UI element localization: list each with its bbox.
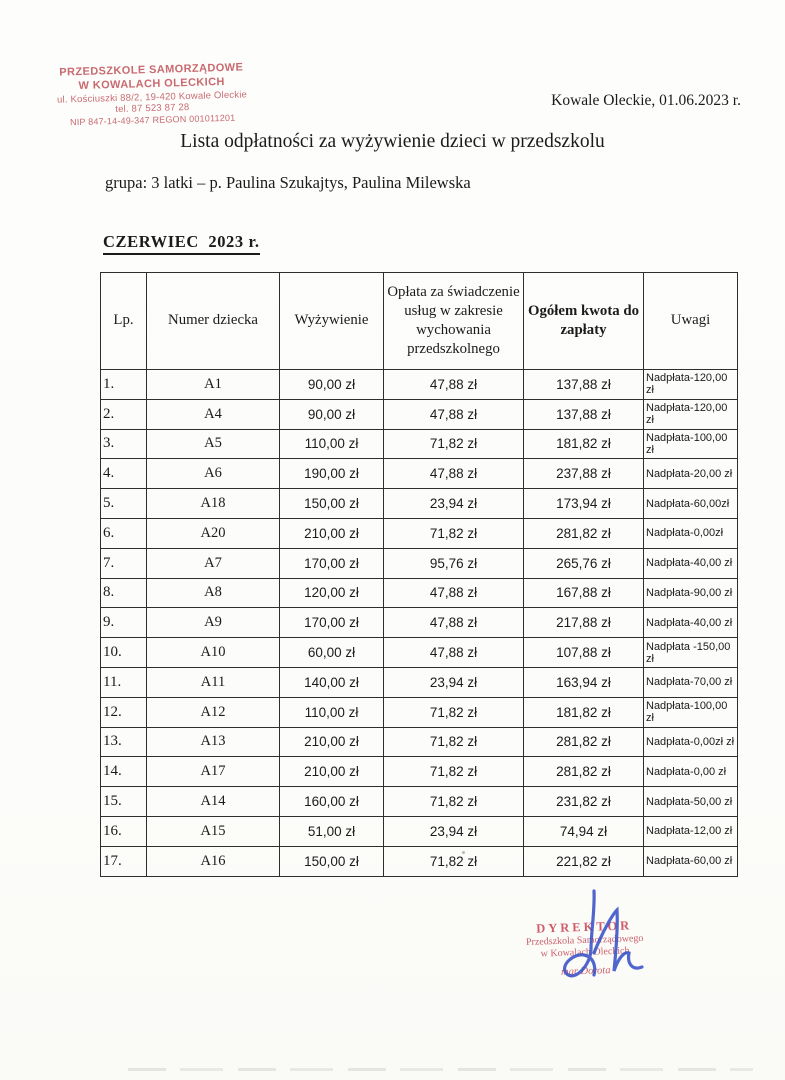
table-row [101,370,738,400]
header-row [101,273,738,370]
fees-table [100,272,738,877]
meals-amount-cell: 160,00 zł [280,787,384,817]
row-index-cell: 12. [101,697,147,727]
meals-amount-cell: 90,00 zł [280,370,384,400]
row-index-cell: 6. [101,518,147,548]
service-fee-cell: 71,82 zł [384,727,524,757]
child-number-cell: A8 [147,578,280,608]
meals-amount-cell: 190,00 zł [280,459,384,489]
meals-amount-cell: 51,00 zł [280,816,384,846]
row-index-cell: 17. [101,846,147,876]
child-number-cell: A9 [147,608,280,638]
table-row [101,548,738,578]
scan-speck [462,851,465,854]
table-row [101,638,738,668]
total-amount-cell: 74,94 zł [524,816,644,846]
director-stamp-line3: w Kowalach Oleckich [540,945,630,960]
director-stamp-line2: Przedszkola Samorządowego [525,932,644,949]
header-remarks: Uwagi [644,273,738,370]
school-stamp [51,61,253,129]
group-line: grupa: 3 latki – p. Paulina Szukajtys, Paulina Milewska [105,173,471,192]
service-fee-cell: 47,88 zł [384,638,524,668]
table-row [101,697,738,727]
table-row [101,816,738,846]
total-amount-cell: 217,88 zł [524,608,644,638]
header-meals: Wyżywienie [280,273,384,370]
total-amount-cell: 281,82 zł [524,518,644,548]
remarks-cell: Nadpłata-60,00zł [644,489,738,519]
remarks-cell: Nadpłata-90,00 zł [644,578,738,608]
remarks-cell: Nadpłata-60,00 zł [644,846,738,876]
meals-amount-cell: 210,00 zł [280,727,384,757]
total-amount-cell: 173,94 zł [524,489,644,519]
service-fee-cell: 71,82 zł [384,787,524,817]
table-row [101,399,738,429]
remarks-cell: Nadpłata-40,00 zł [644,548,738,578]
page-title: Lista odpłatności za wyżywienie dzieci w przedszkolu [180,131,605,152]
remarks-cell: Nadpłata-40,00 zł [644,608,738,638]
table-row [101,846,738,876]
remarks-cell: Nadpłata-100,00 zł [644,429,738,459]
row-index-cell: 14. [101,757,147,787]
remarks-cell: Nadpłata-0,00zł zł [644,727,738,757]
child-number-cell: A4 [147,399,280,429]
total-amount-cell: 137,88 zł [524,370,644,400]
remarks-cell: Nadpłata-120,00 zł [644,370,738,400]
remarks-cell: Nadpłata-50,00 zł [644,787,738,817]
total-amount-cell: 107,88 zł [524,638,644,668]
meals-amount-cell: 170,00 zł [280,548,384,578]
service-fee-cell: 47,88 zł [384,399,524,429]
meals-amount-cell: 210,00 zł [280,518,384,548]
meals-amount-cell: 150,00 zł [280,846,384,876]
row-index-cell: 2. [101,399,147,429]
director-stamp-title: DYREKTOR [535,918,633,936]
fees-table-header [101,273,738,370]
meals-amount-cell: 120,00 zł [280,578,384,608]
table-row [101,578,738,608]
service-fee-cell: 47,88 zł [384,608,524,638]
header-lp: Lp. [101,273,147,370]
remarks-cell: Nadpłata-100,00 zł [644,697,738,727]
child-number-cell: A10 [147,638,280,668]
table-row [101,787,738,817]
table-row [101,459,738,489]
month-heading: CZERWIEC 2023 r. [103,232,260,255]
remarks-cell: Nadpłata -150,00 zł [644,638,738,668]
handwritten-signature [550,883,650,993]
row-index-cell: 8. [101,578,147,608]
total-amount-cell: 281,82 zł [524,757,644,787]
service-fee-cell: 23,94 zł [384,489,524,519]
remarks-cell: Nadpłata-12,00 zł [644,816,738,846]
row-index-cell: 15. [101,787,147,817]
row-index-cell: 16. [101,816,147,846]
service-fee-cell: 47,88 zł [384,578,524,608]
service-fee-cell: 71,82 zł [384,518,524,548]
stamp-address-line: ul. Kościuszki 88/2, 19-420 Kowale Oleckie [56,88,248,106]
table-row [101,727,738,757]
row-index-cell: 3. [101,429,147,459]
row-index-cell: 4. [101,459,147,489]
child-number-cell: A17 [147,757,280,787]
service-fee-cell: 23,94 zł [384,667,524,697]
fees-table-body [101,370,738,877]
meals-amount-cell: 170,00 zł [280,608,384,638]
child-number-cell: A12 [147,697,280,727]
scan-artifact-line [128,1068,753,1071]
stamp-school-name-line1: PRZEDSZKOLE SAMORZĄDOWE [59,61,244,79]
total-amount-cell: 137,88 zł [524,399,644,429]
meals-amount-cell: 210,00 zł [280,757,384,787]
row-index-cell: 7. [101,548,147,578]
child-number-cell: A11 [147,667,280,697]
table-row [101,518,738,548]
total-amount-cell: 221,82 zł [524,846,644,876]
service-fee-cell: 71,82 zł [384,846,524,876]
header-total: Ogółem kwota do zapłaty [524,273,644,370]
table-row [101,429,738,459]
service-fee-cell: 95,76 zł [384,548,524,578]
total-amount-cell: 231,82 zł [524,787,644,817]
meals-amount-cell: 60,00 zł [280,638,384,668]
header-child-number: Numer dziecka [147,273,280,370]
child-number-cell: A13 [147,727,280,757]
child-number-cell: A20 [147,518,280,548]
table-row [101,667,738,697]
row-index-cell: 5. [101,489,147,519]
total-amount-cell: 281,82 zł [524,727,644,757]
row-index-cell: 11. [101,667,147,697]
remarks-cell: Nadpłata-70,00 zł [644,667,738,697]
total-amount-cell: 237,88 zł [524,459,644,489]
service-fee-cell: 47,88 zł [384,459,524,489]
remarks-cell: Nadpłata-20,00 zł [644,459,738,489]
table-row [101,489,738,519]
child-number-cell: A18 [147,489,280,519]
remarks-cell: Nadpłata-0,00 zł [644,757,738,787]
document-date: Kowale Oleckie, 01.06.2023 r. [551,92,741,109]
child-number-cell: A14 [147,787,280,817]
row-index-cell: 9. [101,608,147,638]
total-amount-cell: 181,82 zł [524,697,644,727]
meals-amount-cell: 110,00 zł [280,429,384,459]
child-number-cell: A15 [147,816,280,846]
stamp-phone-line: tel. 87 523 87 28 [115,102,190,116]
total-amount-cell: 163,94 zł [524,667,644,697]
stamp-school-name-line2: W KOWALACH OLECKICH [78,75,225,92]
row-index-cell: 1. [101,370,147,400]
child-number-cell: A1 [147,370,280,400]
remarks-cell: Nadpłata-120,00 zł [644,399,738,429]
meals-amount-cell: 110,00 zł [280,697,384,727]
remarks-cell: Nadpłata-0,00zł [644,518,738,548]
service-fee-cell: 23,94 zł [384,816,524,846]
total-amount-cell: 167,88 zł [524,578,644,608]
meals-amount-cell: 140,00 zł [280,667,384,697]
total-amount-cell: 181,82 zł [524,429,644,459]
meals-amount-cell: 150,00 zł [280,489,384,519]
table-row [101,608,738,638]
service-fee-cell: 71,82 zł [384,757,524,787]
header-service-fee: Opłata za świadczenie usług w zakresie wychowania przedszkolnego [384,273,524,370]
child-number-cell: A7 [147,548,280,578]
director-stamp-name: mgr Dorota [560,965,611,978]
child-number-cell: A16 [147,846,280,876]
service-fee-cell: 71,82 zł [384,429,524,459]
child-number-cell: A6 [147,459,280,489]
table-row [101,757,738,787]
child-number-cell: A5 [147,429,280,459]
row-index-cell: 13. [101,727,147,757]
total-amount-cell: 265,76 zł [524,548,644,578]
stamp-nip-regon-line: NIP 847-14-49-347 REGON 001011201 [69,112,236,128]
service-fee-cell: 71,82 zł [384,697,524,727]
service-fee-cell: 47,88 zł [384,370,524,400]
meals-amount-cell: 90,00 zł [280,399,384,429]
row-index-cell: 10. [101,638,147,668]
